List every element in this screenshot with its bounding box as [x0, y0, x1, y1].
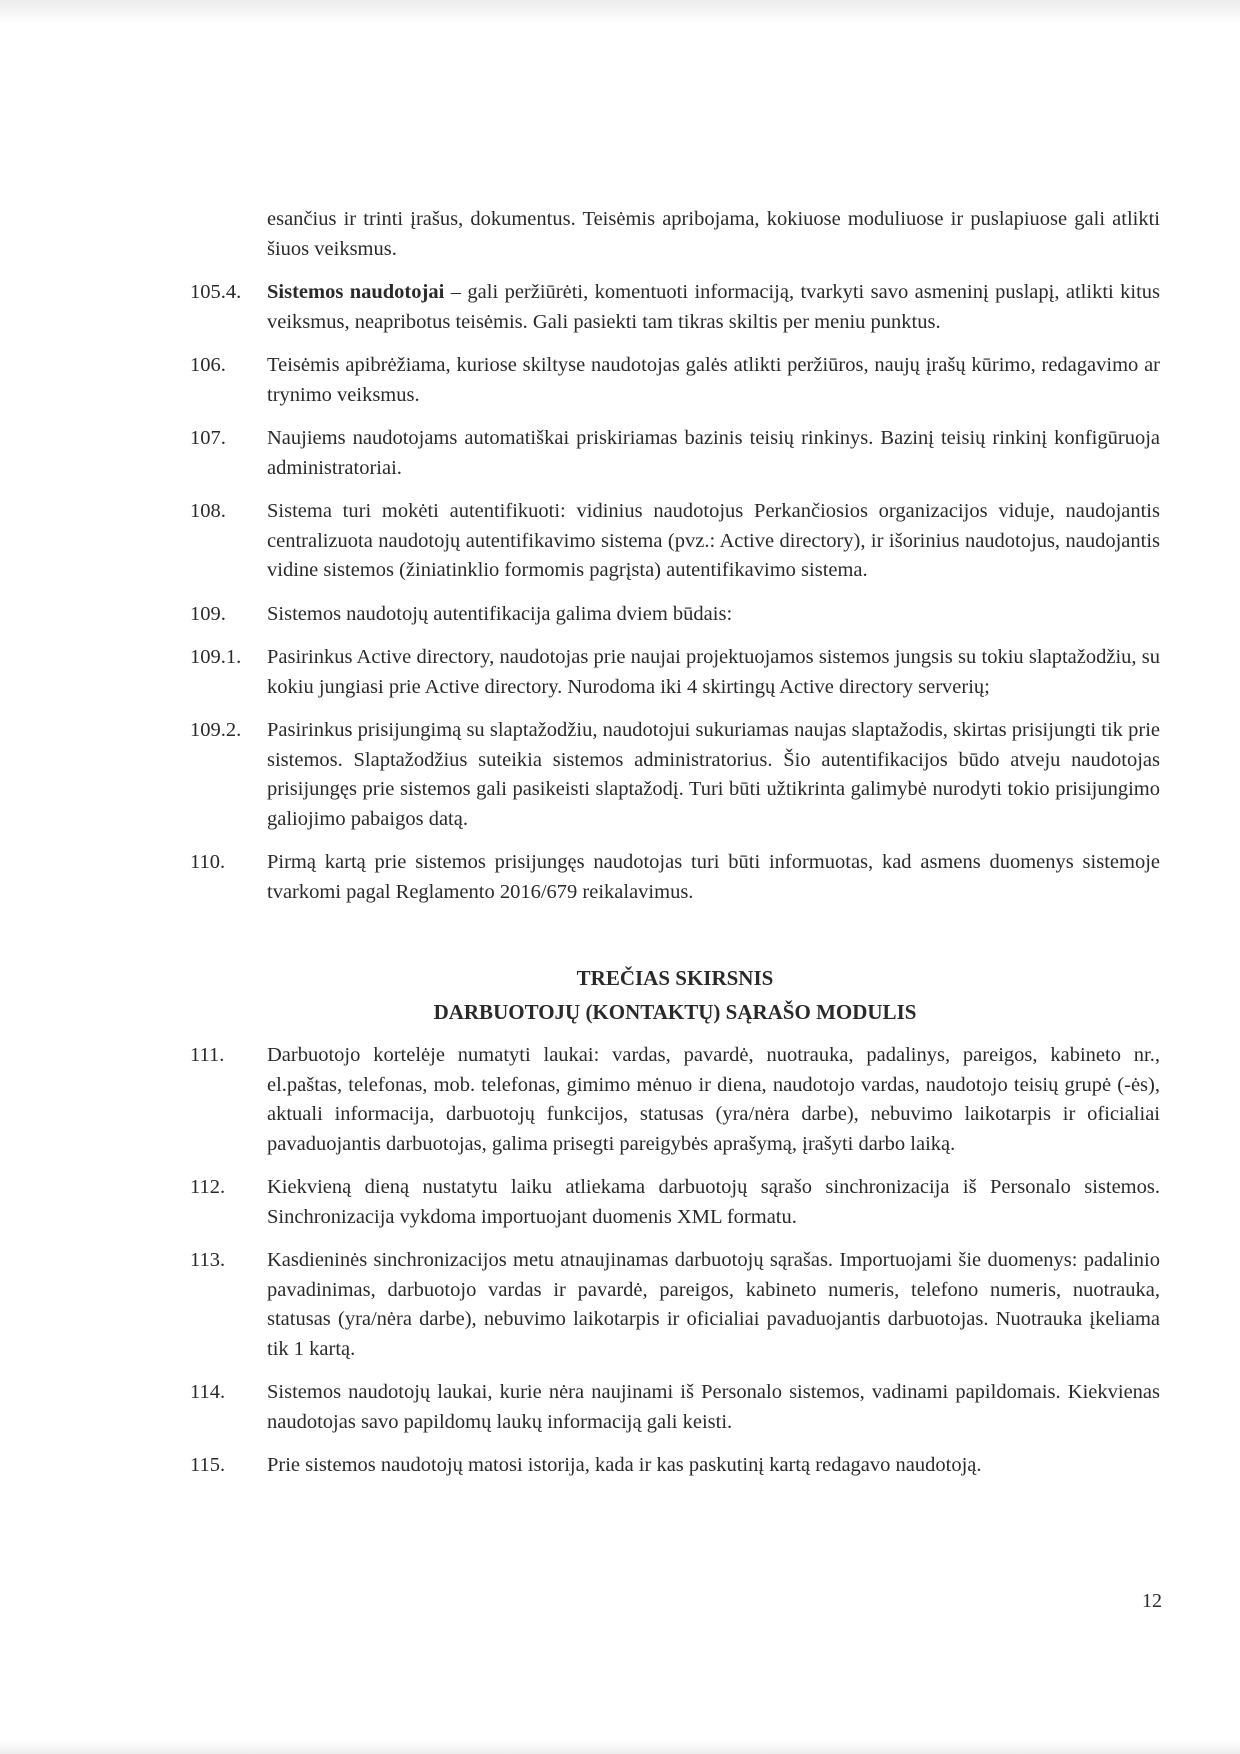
- clause-text: Pirmą kartą prie sistemos prisijungęs naudotojas turi būti informuotas, kad asmens duomenys sistemoje tvarkomi pagal Reglamento 2016/679 reikalavimus.: [267, 851, 1160, 903]
- section-heading: TREČIAS SKIRSNIS DARBUOTOJŲ (KONTAKTŲ) SĄRAŠO MODULIS: [433, 966, 917, 1024]
- clause-text: Prie sistemos naudotojų matosi istorija, kada ir kas paskutinį kartą redagavo naudotoją.: [267, 1454, 982, 1476]
- clause-text: Naujiems naudotojams automatiškai priskiriamas bazinis teisių rinkinys. Bazinį teisių rinkinį konfigūruoja administratoriai.: [267, 427, 1160, 479]
- clause-text: Sistemos naudotojų laukai, kurie nėra naujinami iš Personalo sistemos, vadinami papildomais. Kiekvienas naudotojas savo papildomų laukų informaciją gali keisti.: [267, 1381, 1160, 1433]
- clause-106: [190, 351, 1160, 410]
- clause-number: 109.: [190, 602, 226, 625]
- clauses-before: [190, 351, 1160, 907]
- clause-number: 108.: [190, 500, 226, 522]
- continuation-paragraph: esančius ir trinti įrašus, dokumentus. Teisėmis apribojama, kokiuose moduliuose ir puslapiuose gali atlikti šiuos veiksmus.: [267, 208, 1160, 260]
- clause-number: 107.: [190, 427, 226, 449]
- clause-107: [190, 424, 1160, 483]
- document-page: [190, 205, 1160, 1495]
- clause-number: 114.: [190, 1381, 226, 1403]
- clause-text: Sistemos naudotojų autentifikacija galima dviem būdais:: [267, 602, 733, 625]
- clauses-after: [190, 1041, 1160, 1481]
- clause-105-4: 105.4. Sistemos naudotojai – gali peržiūrėti, komentuoti informaciją, tvarkyti savo asmeninį puslapį, atlikti kitus veiksmus, neapribotus teisėmis. Gali pasiekti tam tikras skiltis per meniu punktus.: [190, 281, 1161, 333]
- clause-text: Kasdieninės sinchronizacijos metu atnaujinamas darbuotojų sąrašas. Importuojami šie duomenys: padalinio pavadinimas, darbuotojo vardas ir pavardė, pareigos, kabineto numeris, telefono numeris, nuotrauka, statusas (yra/nėra darbe), nebuvimo laikotarpis ir oficialiai pavaduojantis darbuotojas. Nuotrauka įkeliama tik 1 kartą.: [267, 1249, 1160, 1360]
- clause-115: [190, 1451, 1160, 1481]
- clause-number: 113.: [190, 1249, 226, 1271]
- clause-text: Darbuotojo kortelėje numatyti laukai: vardas, pavardė, nuotrauka, padalinys, pareigos, kabineto nr., el.paštas, telefonas, mob. telefonas, gimimo mėnuo ir diena, naudotojo vardas, naudotojo teisių grupė (-ės), aktuali informacija, darbuotojų funkcijos, statusas (yra/nėra darbe), nebuvimo laikotarpis ir oficialiai pavaduojantis darbuotojas, galima prisegti pareigybės aprašymą, įrašyti darbo laiką.: [267, 1044, 1160, 1155]
- clause-111: [190, 1041, 1160, 1159]
- scan-edge-bottom: [0, 1740, 1240, 1754]
- clause-112: [190, 1173, 1160, 1232]
- clause-108: [190, 497, 1160, 586]
- term-bold: Sistemos naudotojai: [267, 281, 445, 303]
- clause-109-2: [190, 716, 1160, 834]
- clause-text: Teisėmis apibrėžiama, kuriose skiltyse naudotojas galės atlikti peržiūros, naujų įrašų kūrimo, redagavimo ar trynimo veiksmus.: [267, 354, 1160, 406]
- clause-number: 112.: [190, 1176, 226, 1198]
- clause-number: 109.1.: [190, 646, 242, 668]
- clause-number: 111.: [190, 1044, 225, 1066]
- clause-113: [190, 1246, 1160, 1364]
- clause-109: [190, 600, 1160, 630]
- page-number: 12: [1142, 1590, 1162, 1612]
- clause-number: 109.2.: [190, 719, 242, 741]
- clause-number: 110.: [190, 851, 226, 873]
- clause-text: Sistema turi mokėti autentifikuoti: vidinius naudotojus Perkančiosios organizacijos viduje, naudojantis centralizuota naudotojų autentifikavimo sistema (pvz.: Active directory), ir išorinius naudotojus, naudojantis vidine sistemos (žiniatinklio formomis pagrįsta) autentifikavimo sistema.: [267, 500, 1160, 581]
- clause-text: Kiekvieną dieną nustatytu laiku atliekama darbuotojų sąrašo sinchronizacija iš Personalo sistemos. Sinchronizacija vykdoma importuojant duomenis XML formatu.: [267, 1176, 1160, 1228]
- clause-number: 115.: [190, 1454, 226, 1476]
- clause-text: Pasirinkus Active directory, naudotojas prie naujai projektuojamos sistemos jungsis su tokiu slaptažodžiu, su kokiu jungiasi prie Active directory. Nurodoma iki 4 skirtingų Active directory serverių;: [267, 646, 1160, 698]
- clause-text: Pasirinkus prisijungimą su slaptažodžiu, naudotojui sukuriamas naujas slaptažodis, skirtas prisijungti tik prie sistemos. Slaptažodžius suteikia sistemos administratorius. Šio autentifikacijos būdo atveju naudotojas prisijungęs prie sistemos gali pasikeisti slaptažodį. Turi būti užtikrinta galimybė nurodyti tokio prisijungimo galiojimo pabaigos datą.: [267, 719, 1160, 830]
- clause-109-1: [190, 643, 1160, 702]
- clause-number: 106.: [190, 354, 226, 376]
- clause-114: [190, 1378, 1160, 1437]
- clause-110: [190, 848, 1160, 907]
- scan-edge-top: [0, 0, 1240, 24]
